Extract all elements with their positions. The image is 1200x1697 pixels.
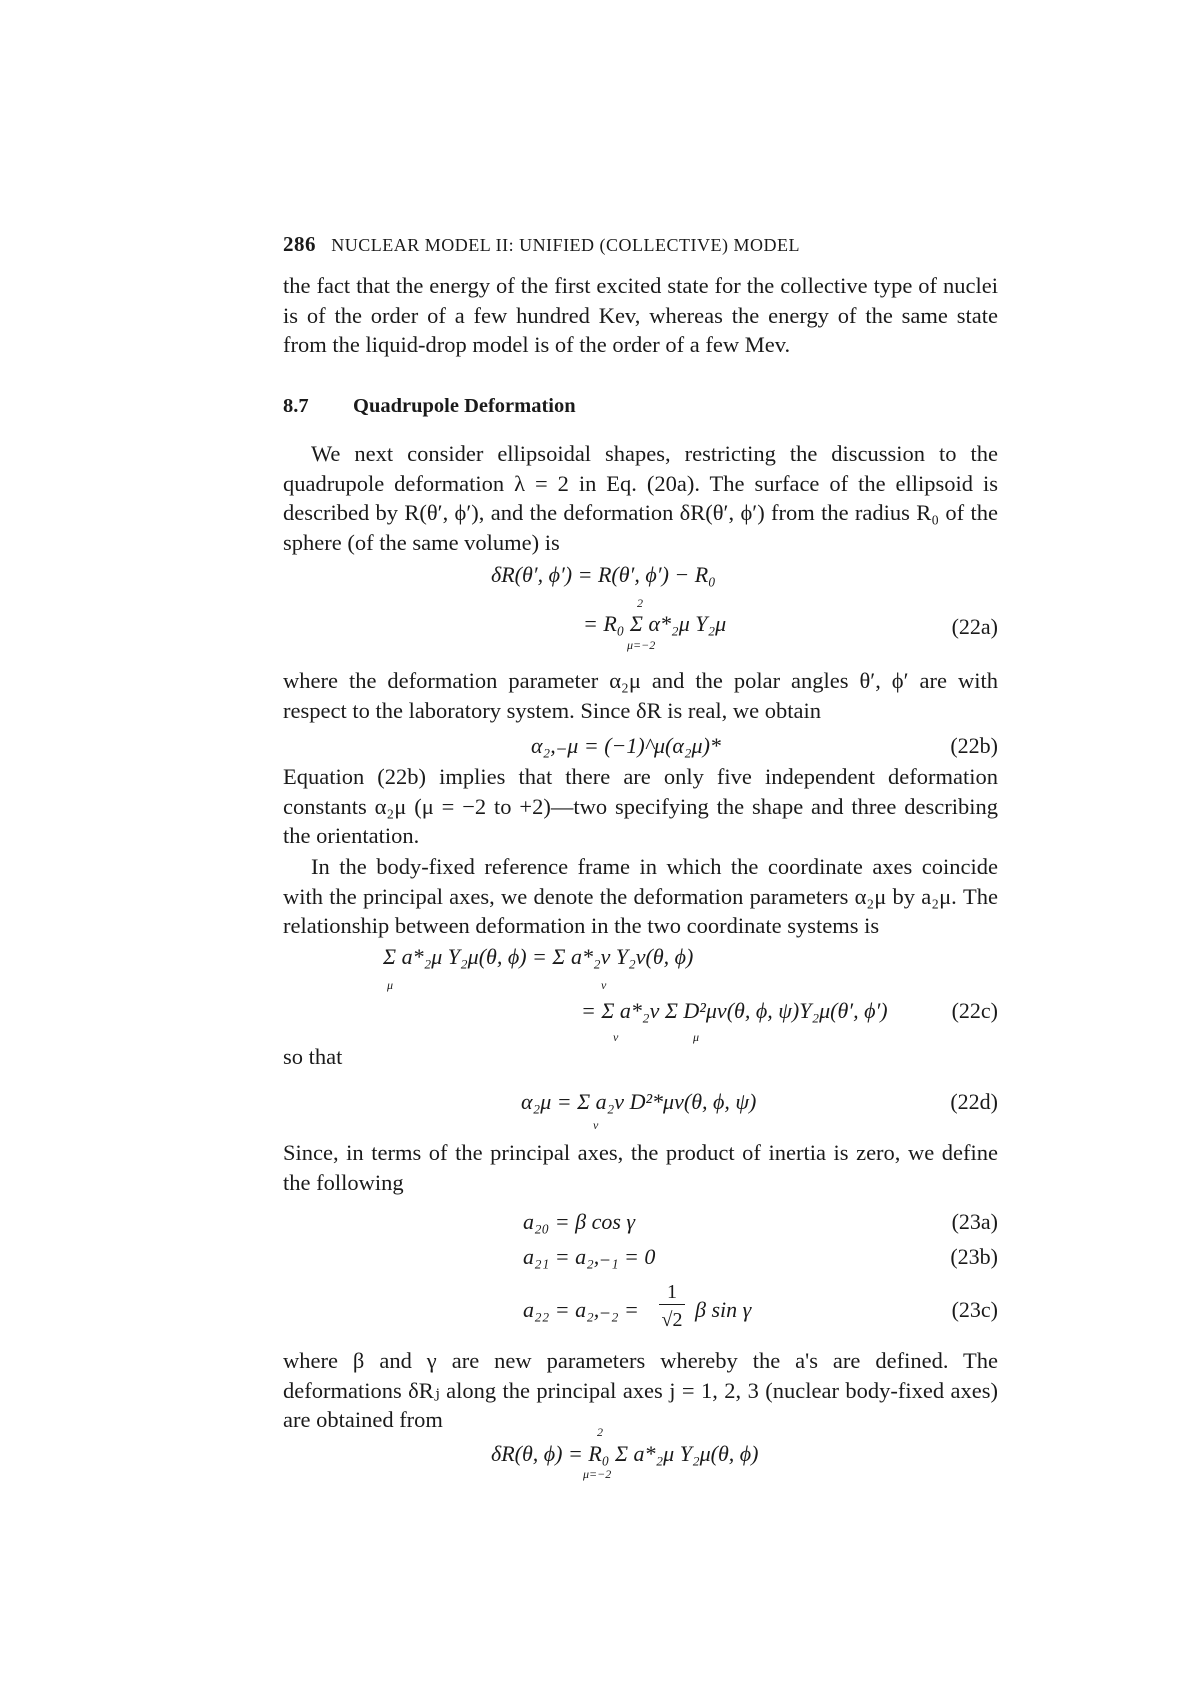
page-number: 286 [283,232,316,256]
paragraph-laboratory: where the deformation parameter α₂μ and the polar angles θ′, ϕ′ are with respect to the laboratory system. Since δR is real, we obtain [283,668,998,723]
running-header [283,232,800,257]
equation-22d: α₂μ = Σ a₂ν D²*μν(θ, ϕ, ψ) [521,1089,757,1114]
equation-22c-line2: = Σ a*₂ν Σ D²μν(θ, ϕ, ψ)Y₂μ(θ′, ϕ′) [581,998,888,1023]
equation-22a-line2: = R₀ Σ α*₂μ Y₂μ [583,611,727,636]
equation-22d-sub-nu: ν [593,1118,599,1132]
equation-23c-rhs: β sin γ [695,1297,752,1322]
equation-final-sum-upper: 2 [597,1425,603,1439]
equation-23c-lhs: a₂₂ = a₂,₋₂ = [523,1297,639,1322]
equation-23c-fraction-numerator: 1 [659,1280,685,1305]
equation-22d-number: (22d) [950,1089,998,1114]
equation-22c-sub-mu2: μ [693,1030,700,1044]
equation-22c-sub-nu2: ν [613,1030,619,1044]
equation-final: δR(θ, ϕ) = R₀ Σ a*₂μ Y₂μ(θ, ϕ) [491,1441,759,1466]
paragraph-new-parameters: where β and γ are new parameters whereby the a's are defined. The deformations δRⱼ along the principal axes j = 1, 2, 3 (nuclear body-fixed axes) are obtained from [283,1348,998,1432]
section-title: Quadrupole Deformation [353,395,576,417]
equation-23b-number: (23b) [950,1244,998,1269]
equation-22a-sum-lower: μ=−2 [627,638,656,652]
equation-23c-fraction-denominator: √2 [661,1309,683,1331]
equation-22c-sub-mu: μ [387,978,394,992]
paragraph-principal-axes: Since, in terms of the principal axes, the product of inertia is zero, we define the following [283,1140,998,1195]
equation-22c-line1: Σ a*₂μ Y₂μ(θ, ϕ) = Σ a*₂ν Y₂ν(θ, ϕ) [383,944,694,969]
equation-23c-number: (23c) [951,1297,998,1322]
paragraph-intro: We next consider ellipsoidal shapes, restricting the discussion to the quadrupole deformation λ = 2 in Eq. (20a). The surface of the ellipsoid is described by R(θ′, ϕ′), and the deformation δR(θ′, ϕ′) from the radius R₀ of the sphere (of the same volume) is [283,441,998,555]
section-number: 8.7 [283,395,309,417]
paragraph-independent-constants: Equation (22b) implies that there are only five independent deformation constants α₂μ (μ = −2 to +2)—two specifying the shape and three describing the orientation. [283,764,998,848]
equation-22b-number: (22b) [950,733,998,758]
equation-final-sum-lower: μ=−2 [583,1467,612,1481]
equation-22c-sub-nu: ν [601,978,607,992]
equation-23a-number: (23a) [951,1209,998,1234]
paragraph-so-that: so that [283,1044,343,1069]
equation-23a: a₂₀ = β cos γ [523,1209,636,1234]
running-title: NUCLEAR MODEL II: UNIFIED (COLLECTIVE) MODEL [331,235,801,255]
equation-22b: α₂,₋μ = (−1)^μ(α₂μ)* [531,733,721,758]
paragraph-body-fixed: In the body-fixed reference frame in which the coordinate axes coincide with the principal axes, we denote the deformation parameters α₂μ by a₂μ. The relationship between deformation in the two coordinate systems is [283,854,998,938]
equation-22c-number: (22c) [951,998,998,1023]
equation-22a-sum-upper: 2 [637,596,643,610]
equation-22a-number: (22a) [951,614,998,639]
paragraph-continuation: the fact that the energy of the first excited state for the collective type of nuclei is of the order of a few hundred Kev, whereas the energy of the same state from the liquid-drop model is of the order of a few Mev. [283,273,998,357]
section-heading [283,395,576,418]
equation-23b: a₂₁ = a₂,₋₁ = 0 [523,1244,656,1269]
equation-22a-line1: δR(θ′, ϕ′) = R(θ′, ϕ′) − R₀ [491,562,716,587]
